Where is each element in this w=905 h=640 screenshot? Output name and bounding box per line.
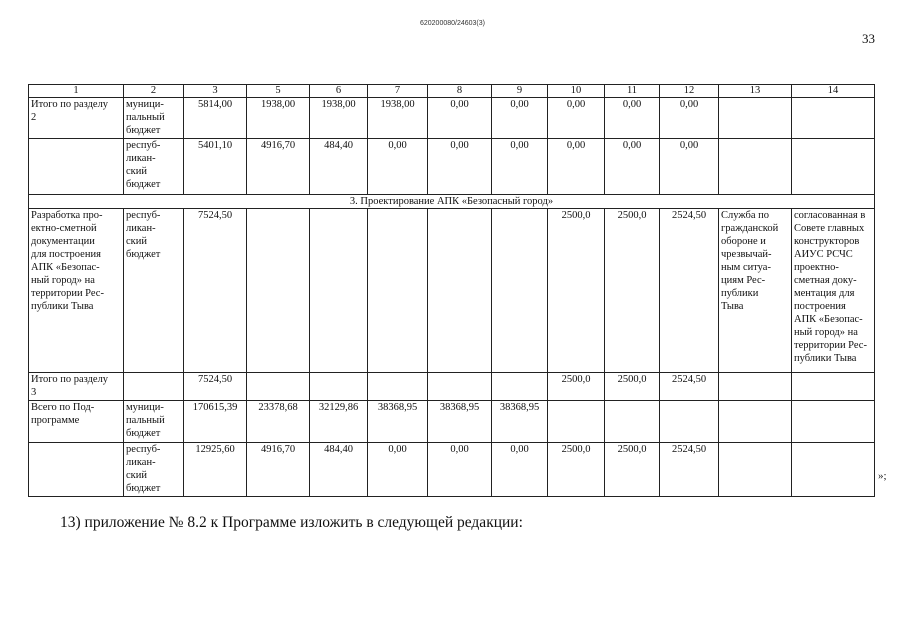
value-cell: 4916,70 <box>247 443 310 497</box>
subprogram-table <box>28 84 875 497</box>
budget-type: респуб- ликан- ский бюджет <box>124 209 184 373</box>
table-row <box>29 443 875 497</box>
empty-cell <box>247 209 310 373</box>
empty-cell <box>792 373 875 401</box>
header-cell: 2 <box>124 85 184 98</box>
value-cell: 484,40 <box>310 443 368 497</box>
value-cell: 0,00 <box>548 139 605 195</box>
value-cell: 38368,95 <box>428 401 492 443</box>
row-label: Итого по разделу 3 <box>29 373 124 401</box>
value-cell: 2500,0 <box>548 373 605 401</box>
value-cell: 0,00 <box>605 98 660 139</box>
value-cell: 0,00 <box>605 139 660 195</box>
table-row <box>29 373 875 401</box>
empty-cell <box>310 373 368 401</box>
table-row <box>29 139 875 195</box>
section-title: 3. Проектирование АПК «Безопасный город» <box>29 195 875 209</box>
empty-cell <box>719 401 792 443</box>
value-cell: 38368,95 <box>492 401 548 443</box>
header-cell: 6 <box>310 85 368 98</box>
value-cell: 2500,0 <box>548 209 605 373</box>
table-row <box>29 209 875 373</box>
empty-cell <box>719 373 792 401</box>
budget-type: респуб- ликан- ский бюджет <box>124 139 184 195</box>
value-cell: 170615,39 <box>184 401 247 443</box>
value-cell: 2500,0 <box>605 209 660 373</box>
header-cell: 7 <box>368 85 428 98</box>
empty-cell <box>29 139 124 195</box>
empty-cell <box>492 373 548 401</box>
empty-cell <box>719 98 792 139</box>
empty-cell <box>428 373 492 401</box>
value-cell: 12925,60 <box>184 443 247 497</box>
empty-cell <box>792 401 875 443</box>
header-cell: 14 <box>792 85 875 98</box>
header-row <box>29 85 875 98</box>
empty-cell <box>792 443 875 497</box>
value-cell: 0,00 <box>368 443 428 497</box>
empty-cell <box>310 209 368 373</box>
header-cell: 10 <box>548 85 605 98</box>
empty-cell <box>124 373 184 401</box>
header-cell: 3 <box>184 85 247 98</box>
empty-cell <box>792 139 875 195</box>
value-cell: 2500,0 <box>548 443 605 497</box>
value-cell: 1938,00 <box>310 98 368 139</box>
empty-cell <box>368 209 428 373</box>
result-cell: согласованная в Совете главных конструкторов АИУС РСЧС проектно- сметная доку- ментация для построения АПК «Безопас- ный город» на территории Рес- публики Тыва <box>792 209 875 373</box>
table-row <box>29 401 875 443</box>
executor-cell: Служба по гражданской обороне и чрезвычай- ным ситуа- циям Рес- публики Тыва <box>719 209 792 373</box>
row-label: Итого по разделу 2 <box>29 98 124 139</box>
section-header-row <box>29 195 875 209</box>
empty-cell <box>29 443 124 497</box>
value-cell: 0,00 <box>492 98 548 139</box>
value-cell: 5401,10 <box>184 139 247 195</box>
value-cell: 2500,0 <box>605 443 660 497</box>
empty-cell <box>719 139 792 195</box>
value-cell: 1938,00 <box>368 98 428 139</box>
value-cell: 484,40 <box>310 139 368 195</box>
value-cell: 2524,50 <box>660 373 719 401</box>
value-cell: 0,00 <box>428 98 492 139</box>
value-cell: 2500,0 <box>605 373 660 401</box>
header-cell: 11 <box>605 85 660 98</box>
budget-type: респуб- ликан- ский бюджет <box>124 443 184 497</box>
amendment-paragraph: 13) приложение № 8.2 к Программе изложить в следующей редакции: <box>60 514 523 531</box>
header-cell: 1 <box>29 85 124 98</box>
empty-cell <box>660 401 719 443</box>
empty-cell <box>247 373 310 401</box>
value-cell: 7524,50 <box>184 209 247 373</box>
empty-cell <box>548 401 605 443</box>
row-label: Разработка про- ектно-сметной документации для построения АПК «Безопас- ный город» на территории Рес- публики Тыва <box>29 209 124 373</box>
budget-type: муници- пальный бюджет <box>124 98 184 139</box>
empty-cell <box>719 443 792 497</box>
value-cell: 0,00 <box>548 98 605 139</box>
empty-cell <box>428 209 492 373</box>
page-number: 33 <box>862 31 875 46</box>
empty-cell <box>605 401 660 443</box>
value-cell: 4916,70 <box>247 139 310 195</box>
header-cell: 9 <box>492 85 548 98</box>
empty-cell <box>792 98 875 139</box>
row-label: Всего по Под- программе <box>29 401 124 443</box>
value-cell: 0,00 <box>428 443 492 497</box>
table-row <box>29 98 875 139</box>
value-cell: 5814,00 <box>184 98 247 139</box>
value-cell: 0,00 <box>428 139 492 195</box>
header-cell: 12 <box>660 85 719 98</box>
value-cell: 7524,50 <box>184 373 247 401</box>
budget-type: муници- пальный бюджет <box>124 401 184 443</box>
value-cell: 38368,95 <box>368 401 428 443</box>
value-cell: 2524,50 <box>660 209 719 373</box>
closing-quote-mark: »; <box>878 470 887 482</box>
header-cell: 13 <box>719 85 792 98</box>
value-cell: 0,00 <box>660 139 719 195</box>
value-cell: 32129,86 <box>310 401 368 443</box>
value-cell: 0,00 <box>368 139 428 195</box>
empty-cell <box>492 209 548 373</box>
value-cell: 2524,50 <box>660 443 719 497</box>
value-cell: 0,00 <box>660 98 719 139</box>
value-cell: 23378,68 <box>247 401 310 443</box>
value-cell: 1938,00 <box>247 98 310 139</box>
document-id: 620200080/24603(3) <box>419 20 485 27</box>
value-cell: 0,00 <box>492 139 548 195</box>
empty-cell <box>368 373 428 401</box>
value-cell: 0,00 <box>492 443 548 497</box>
header-cell: 5 <box>247 85 310 98</box>
header-cell: 8 <box>428 85 492 98</box>
